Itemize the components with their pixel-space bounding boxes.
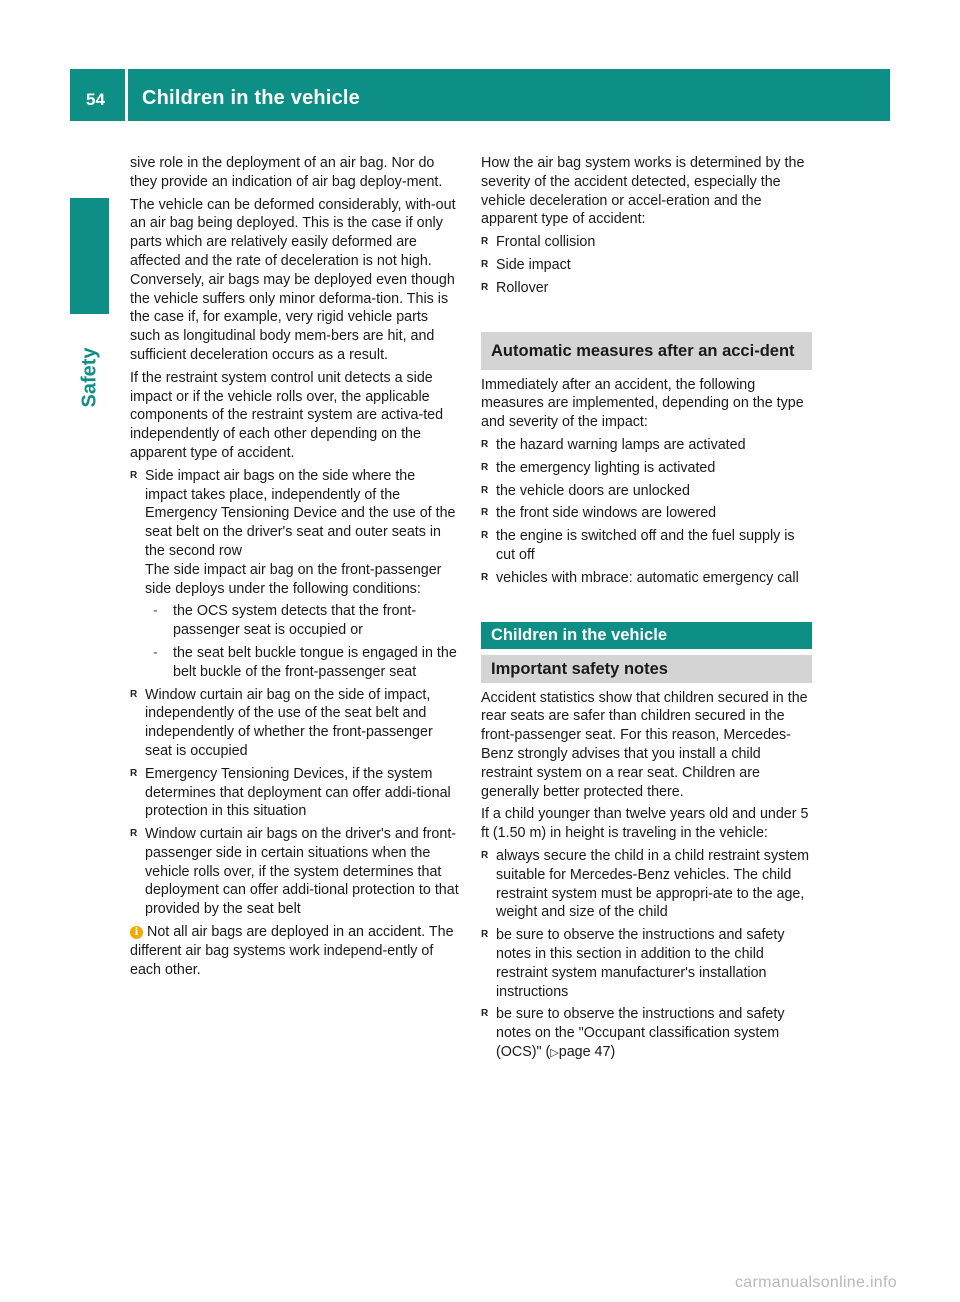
deployment-list xyxy=(130,467,460,919)
dash-icon: - xyxy=(153,644,158,661)
list-item xyxy=(130,765,460,821)
list-item xyxy=(481,256,812,275)
list-item-text: the hazard warning lamps are activated xyxy=(496,436,746,453)
chapter-title: Children in the vehicle xyxy=(142,87,360,109)
paragraph: If a child younger than twelve years old and under 5 ft (1.50 m) in height is traveling in the vehicle: xyxy=(481,806,809,842)
bullet-r-icon: R xyxy=(481,236,489,248)
bullet-r-icon: R xyxy=(481,258,489,270)
list-item-text: the OCS system detects that the front-passenger seat is occupied or xyxy=(173,603,417,639)
section-heading-children: Children in the vehicle xyxy=(481,622,812,649)
list-item-text: Window curtain air bags on the driver's and front-passenger side in certain situations when the vehicle rolls over, if the system determines that deployment can offer addi-tional protection to that provided by the seat belt xyxy=(145,826,459,918)
page-number-box xyxy=(70,69,125,121)
child-safety-list xyxy=(481,847,812,1063)
list-item xyxy=(481,436,812,455)
bullet-r-icon: R xyxy=(481,281,489,293)
list-item-text: the engine is switched off and the fuel supply is cut off xyxy=(496,528,795,563)
bullet-r-icon: R xyxy=(130,688,138,700)
list-item-text: Emergency Tensioning Devices, if the system determines that deployment can offer addi-tional protection in this situation xyxy=(145,765,451,820)
page-reference-link[interactable]: page 47) xyxy=(558,1043,616,1060)
bullet-r-icon: R xyxy=(130,469,138,481)
paragraph: How the air bag system works is determined by the severity of the accident detected, especially the vehicle deceleration or accel-eration and the apparent type of accident: xyxy=(481,155,805,228)
paragraph: Accident statistics show that children secured in the rear seats are safer than children secured in the front-passenger seat. For this reason, Mercedes-Benz strongly advises that you install a child restraint system on a rear seat. Children are generally better protected there. xyxy=(481,689,808,800)
bullet-r-icon: R xyxy=(481,484,489,496)
bullet-r-icon: R xyxy=(481,530,489,542)
section-label xyxy=(70,328,110,428)
bullet-r-icon: R xyxy=(481,507,489,519)
list-item-text: Rollover xyxy=(496,279,549,296)
info-icon: i xyxy=(130,926,143,939)
watermark: carmanualsonline.info xyxy=(735,1274,897,1291)
list-item xyxy=(481,847,812,922)
page-reference-arrow-icon: ▷ xyxy=(550,1046,559,1059)
section-marker xyxy=(70,198,109,314)
list-item-text: the vehicle doors are unlocked xyxy=(496,482,690,499)
paragraph: Immediately after an accident, the following measures are implemented, depending on the type and severity of the impact: xyxy=(481,376,804,431)
list-item-text: Frontal collision xyxy=(496,234,596,251)
list-item xyxy=(481,279,812,298)
list-item-text: Side impact xyxy=(496,256,571,273)
bullet-r-icon: R xyxy=(130,767,138,779)
paragraph: If the restraint system control unit detects a side impact or if the vehicle rolls over, the applicable components of the restraint system are activa-ted independently of each other depending on the apparent type of accident. xyxy=(130,369,444,461)
list-item xyxy=(481,569,812,588)
list-item xyxy=(130,825,460,919)
list-item-text: the emergency lighting is activated xyxy=(496,459,716,476)
header-bar xyxy=(70,69,890,121)
list-item xyxy=(481,504,812,523)
bullet-r-icon: R xyxy=(481,1008,489,1020)
list-item xyxy=(481,1005,812,1062)
list-item xyxy=(481,482,812,501)
bullet-r-icon: R xyxy=(481,571,489,583)
info-note xyxy=(130,923,460,979)
list-item-text: be sure to observe the instructions and safety notes on the "Occupant classification system (OCS)" ( xyxy=(496,1006,785,1060)
list-item-text: the seat belt buckle tongue is engaged in the belt buckle of the front-passenger seat xyxy=(173,644,457,680)
list-item xyxy=(481,459,812,478)
list-item xyxy=(130,467,460,682)
left-column xyxy=(130,154,460,983)
info-note-text: Not all air bags are deployed in an accident. The different air bag systems work independ-ently of each other. xyxy=(130,924,454,978)
list-item-text: be sure to observe the instructions and safety notes in this section in addition to the child restraint system manufacturer's installation instructions xyxy=(496,927,785,1000)
list-item-text: the front side windows are lowered xyxy=(496,505,717,522)
paragraph: sive role in the deployment of an air bag. Nor do they provide an indication of air bag deploy-ment. xyxy=(130,155,443,190)
automatic-measures-list xyxy=(481,436,812,588)
bullet-r-icon: R xyxy=(481,438,489,450)
bullet-r-icon: R xyxy=(481,849,489,861)
list-item-text: Window curtain air bag on the side of impact, independently of the use of the seat belt and independently of whether the front-passenger seat is occupied xyxy=(145,686,433,759)
section-heading-safety-notes: Important safety notes xyxy=(481,655,812,683)
right-column xyxy=(481,154,812,1067)
list-item xyxy=(481,233,812,252)
accident-type-list xyxy=(481,233,812,297)
list-item-text: Side impact air bags on the side where the impact takes place, independently of the Emergency Tensioning Device and the use of the seat belt on the driver's seat and outer seats in the second row xyxy=(145,467,456,559)
paragraph: The vehicle can be deformed considerably, with-out an air bag being deployed. This is the case if only parts which are relatively easily deformed are affected and the rate of deceleration is not high. Conversely, air bags may be deployed even though the vehicle suffers only minor deforma-tion. This is the case if, for example, very rigid vehicle parts such as longitudinal body mem-bers are hit, and sufficient deceleration occurs as a result. xyxy=(130,196,456,363)
bullet-r-icon: R xyxy=(481,929,489,941)
bullet-r-icon: R xyxy=(130,828,138,840)
section-label-text: Safety xyxy=(78,347,101,408)
dash-icon: - xyxy=(153,603,158,620)
page-number: 54 xyxy=(86,90,105,109)
list-item xyxy=(481,527,812,565)
list-item-text: always secure the child in a child restraint system suitable for Mercedes-Benz vehicles. The child restraint system must be appropri-ate to the age, weight and size of the child xyxy=(496,847,810,921)
list-item-text: vehicles with mbrace: automatic emergency call xyxy=(496,569,799,586)
list-item xyxy=(130,686,460,761)
list-item xyxy=(481,926,812,1001)
list-item xyxy=(145,644,460,682)
header-divider xyxy=(125,69,128,121)
list-item xyxy=(145,602,460,640)
section-heading-automatic-measures: Automatic measures after an acci-dent xyxy=(481,332,812,370)
bullet-r-icon: R xyxy=(481,461,489,473)
list-item-note: The side impact air bag on the front-passenger side deploys under the following conditions: xyxy=(145,561,442,597)
condition-list xyxy=(145,602,460,681)
